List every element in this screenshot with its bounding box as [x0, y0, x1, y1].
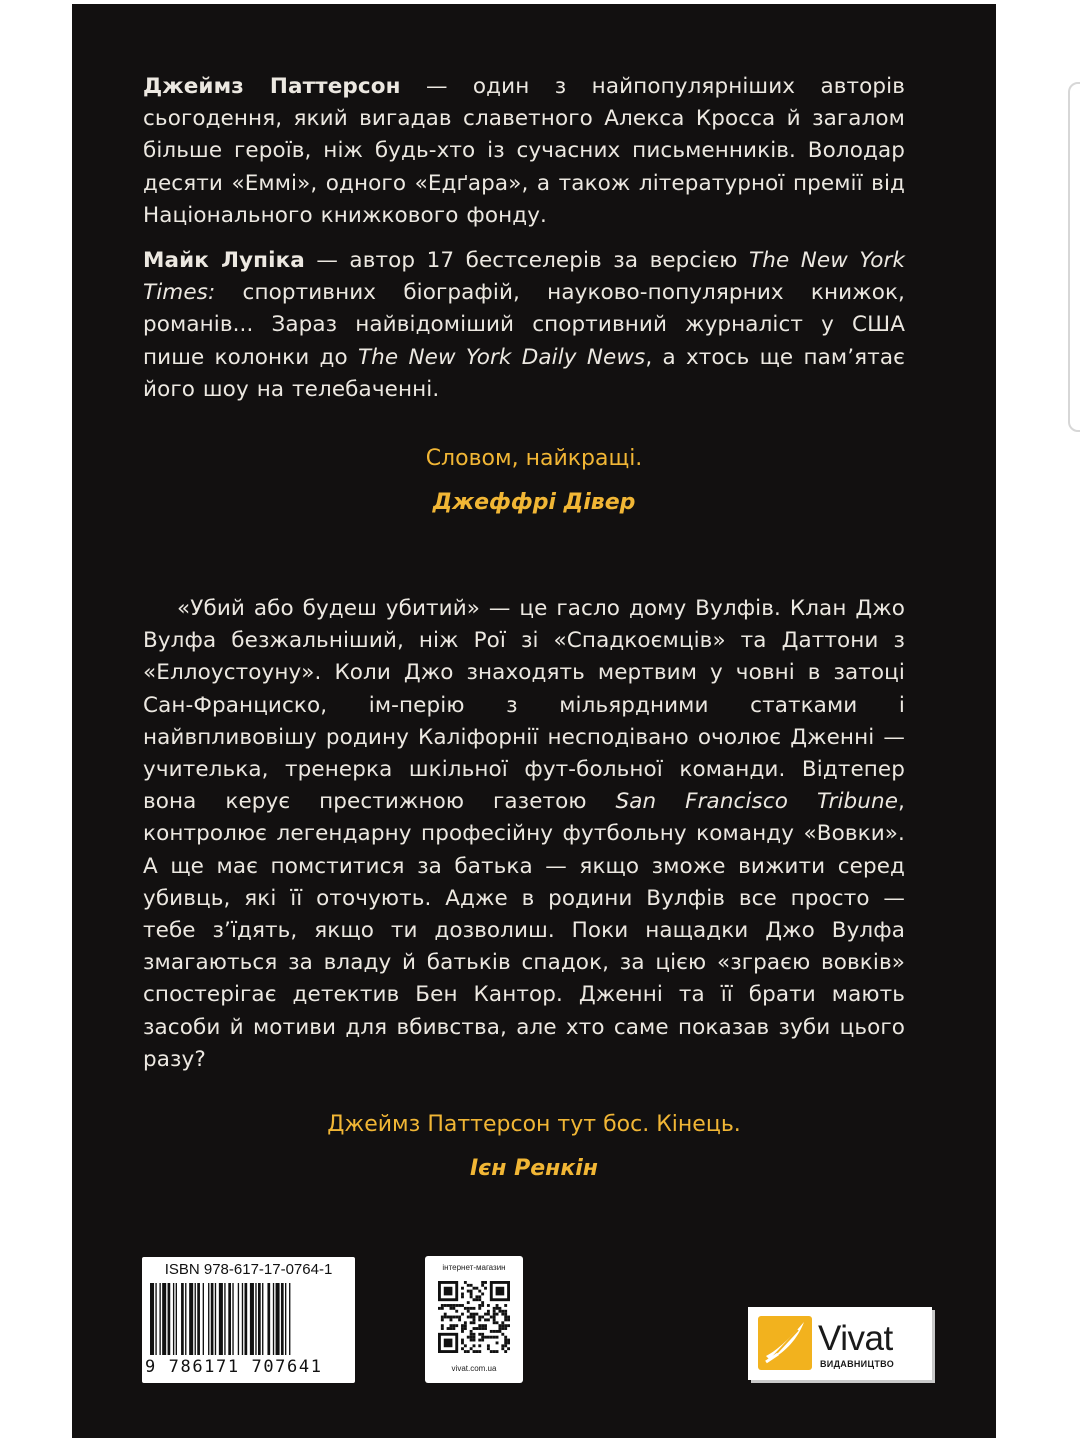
- synopsis: [143, 593, 905, 1076]
- author-bio-lupica-text: — автор 17 бестселерів за версією: [304, 248, 749, 273]
- author-bio-patterson: [143, 71, 905, 232]
- isbn-barcode: [142, 1257, 355, 1383]
- qr-bottom-label: vivat.com.ua: [451, 1364, 497, 1373]
- qr-code-icon[interactable]: [438, 1281, 510, 1353]
- isbn-number: ISBN 978-617-17-0764-1: [164, 1261, 333, 1278]
- author-bio-lupica-text-3: , а хтось ще пам’ятає його шоу на телебаченні.: [143, 344, 905, 402]
- barcode-bars-icon: [150, 1283, 347, 1355]
- book-back-cover: [72, 4, 996, 1438]
- synopsis-text-2: , контролює легендарну професійну футбольну команду «Вовки». А ще має помститися за батька — якщо зможе вижити серед убивць, які її оточують. Адже в родини Вулфів все просто — тебе з’їдять, якщо ти дозволиш. Поки нащадки Джо Вулфа змагаються за владу й батьків спадок, за цією «зграєю вовків» спостерігає детектив Бен Кантор. Дженні та її брати мають засоби й мотиви для вбивства, але хто саме показав зуби цього разу?: [143, 789, 905, 1072]
- vivat-feather-icon: [758, 1316, 812, 1370]
- quote-author-1: Джеффрі Дівер: [432, 490, 636, 515]
- publisher-subtitle: ВИДАВНИЦТВО: [820, 1359, 894, 1369]
- newspaper-title: The New York Times:: [143, 248, 906, 306]
- author-name-lupica: Майк Лупіка: [143, 248, 305, 273]
- side-scroll-tab[interactable]: [1068, 82, 1080, 432]
- qr-top-label: інтернет-магазин: [442, 1263, 506, 1272]
- quote-text-2: Джеймз Паттерсон тут бос. Кінець.: [327, 1112, 741, 1137]
- synopsis-text-1: «Убий або будеш убитий» — це гасло дому Вулфів. Клан Джо Вулфа безжальніший, ніж Рої зі «Спадкоємців» та Даттони з «Еллоустоуну». Коли Джо знаходять мертвим у човні в затоці Сан-Франциско, ім-перію з мільярдними статками і найвпливовішу родину Каліфорнії несподівано очолює Дженні — учителька, тренерка шкільної фут-больної команди. Відтепер вона керує престижною газетою: [143, 596, 905, 815]
- quote-text-1: Словом, найкращі.: [425, 446, 643, 471]
- qr-code-block[interactable]: [425, 1256, 523, 1383]
- publisher-name: Vivat: [818, 1319, 893, 1358]
- newspaper-title-2: The New York Daily News: [357, 344, 646, 370]
- author-bio-lupica: [143, 245, 905, 406]
- author-bio-patterson-text: — один з найпопулярніших авторів сьогодення, який вигадав славетного Алекса Кросса й загалом більше героїв, ніж будь-хто із сучасних письменників. Володар десяти «Еммі», одного «Едґара», а також літературної премії від Національного книжкового фонду.: [143, 74, 905, 228]
- quote-author-2: Ієн Ренкін: [469, 1156, 598, 1181]
- synopsis-newspaper-title: San Francisco Tribune: [615, 789, 899, 815]
- author-bio-lupica-text-2: спортивних біографій, науково-популярних книжок, романів... Зараз найвідоміший спортивний журналіст у США пише колонки до: [143, 280, 905, 370]
- author-name-patterson: Джеймз Паттерсон: [143, 74, 401, 99]
- publisher-logo: [748, 1307, 932, 1380]
- barcode-digits: 9 786171 707641: [145, 1357, 323, 1377]
